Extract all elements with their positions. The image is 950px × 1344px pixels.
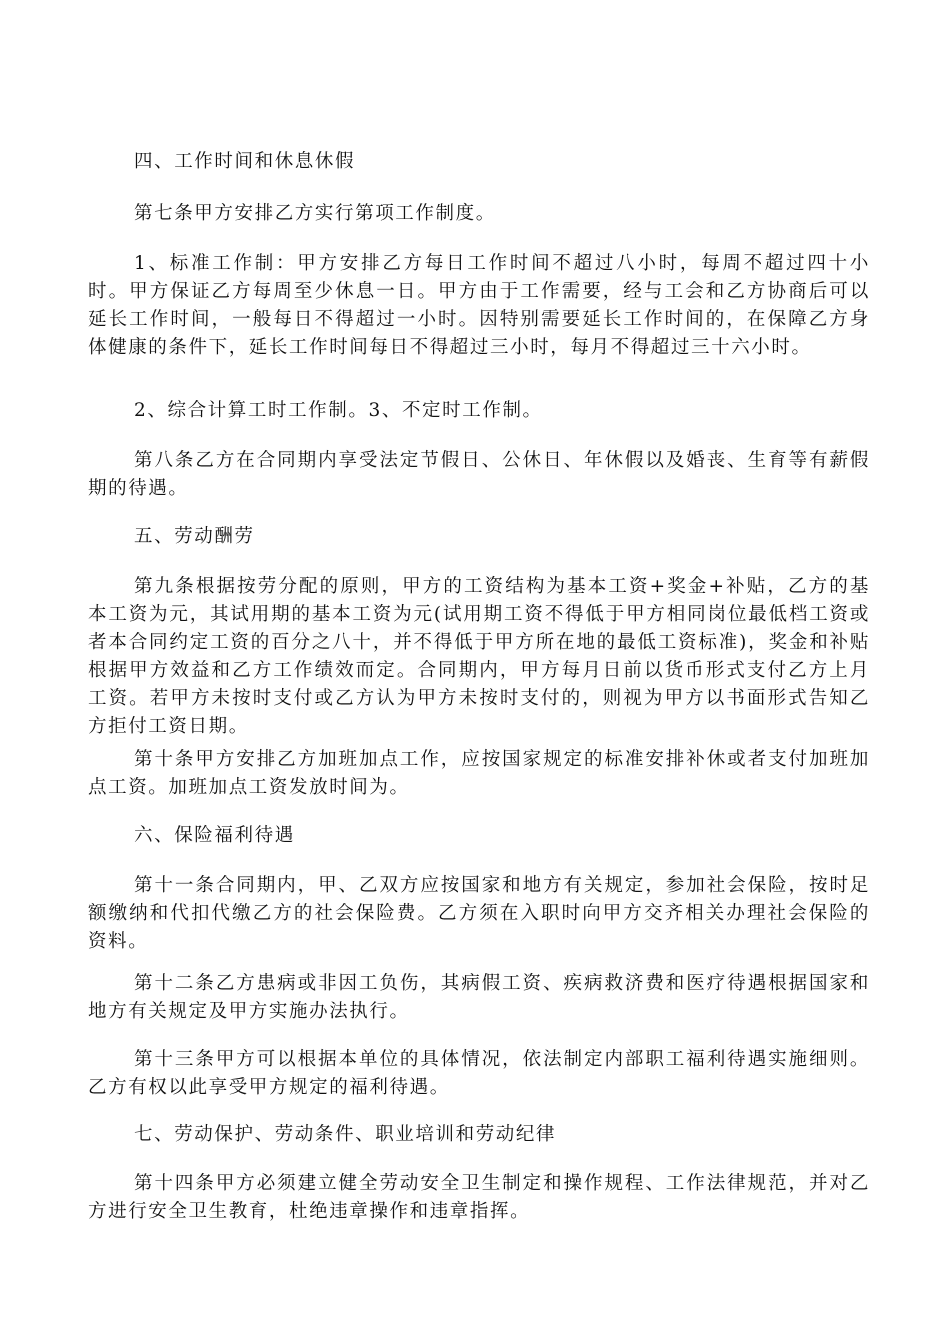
section-heading-7: 七、劳动保护、劳动条件、职业培训和劳动纪律	[134, 1124, 557, 1145]
article-7: 第七条甲方安排乙方实行第项工作制度。	[134, 203, 496, 224]
article-9: 第九条根据按劳分配的原则，甲方的工资结构为基本工资+奖金+补贴，乙方的基本工资为元，其试用期的基本工资为元(试用期工资不得低于甲方相同岗位最低档工资或者本合同约定工资的百分之八十，并不得低于甲方所在地的最低工资标准)，奖金和补贴根据甲方效益和乙方工作绩效而定。合同期内，甲方每月日前以货币形式支付乙方上月工资。若甲方未按时支付或乙方认为甲方未按时支付的，则视为甲方以书面形式告知乙方拒付工资日期。	[88, 576, 870, 737]
article-14: 第十四条甲方必须建立健全劳动安全卫生制定和操作规程、工作法律规范，并对乙方进行安全卫生教育，杜绝违章操作和违章指挥。	[88, 1173, 870, 1222]
article-8: 第八条乙方在合同期内享受法定节假日、公休日、年休假以及婚丧、生育等有薪假期的待遇。	[88, 450, 870, 499]
article-13: 第十三条甲方可以根据本单位的具体情况，依法制定内部职工福利待遇实施细则。乙方有权以此享受甲方规定的福利待遇。	[88, 1049, 870, 1098]
article-7-item-1: 1、标准工作制：甲方安排乙方每日工作时间不超过八小时，每周不超过四十小时。甲方保证乙方每周至少休息一日。甲方由于工作需要，经与工会和乙方协商后可以延长工作时间，一般每日不得超过一小时。因特别需要延长工作时间的，在保障乙方身体健康的条件下，延长工作时间每日不得超过三小时，每月不得超过三十六小时。	[88, 253, 870, 358]
section-heading-5: 五、劳动酬劳	[134, 526, 255, 547]
section-heading-6: 六、保险福利待遇	[134, 825, 295, 846]
article-12: 第十二条乙方患病或非因工负伤，其病假工资、疾病救济费和医疗待遇根据国家和地方有关规定及甲方实施办法执行。	[88, 973, 870, 1022]
article-7-item-2-3: 2、综合计算工时工作制。3、不定时工作制。	[134, 400, 543, 421]
article-10: 第十条甲方安排乙方加班加点工作，应按国家规定的标准安排补休或者支付加班加点工资。加班加点工资发放时间为。	[88, 749, 870, 798]
article-11: 第十一条合同期内，甲、乙双方应按国家和地方有关规定，参加社会保险，按时足额缴纳和代扣代缴乙方的社会保险费。乙方须在入职时向甲方交齐相关办理社会保险的资料。	[88, 875, 870, 952]
section-heading-4: 四、工作时间和休息休假	[134, 151, 356, 172]
